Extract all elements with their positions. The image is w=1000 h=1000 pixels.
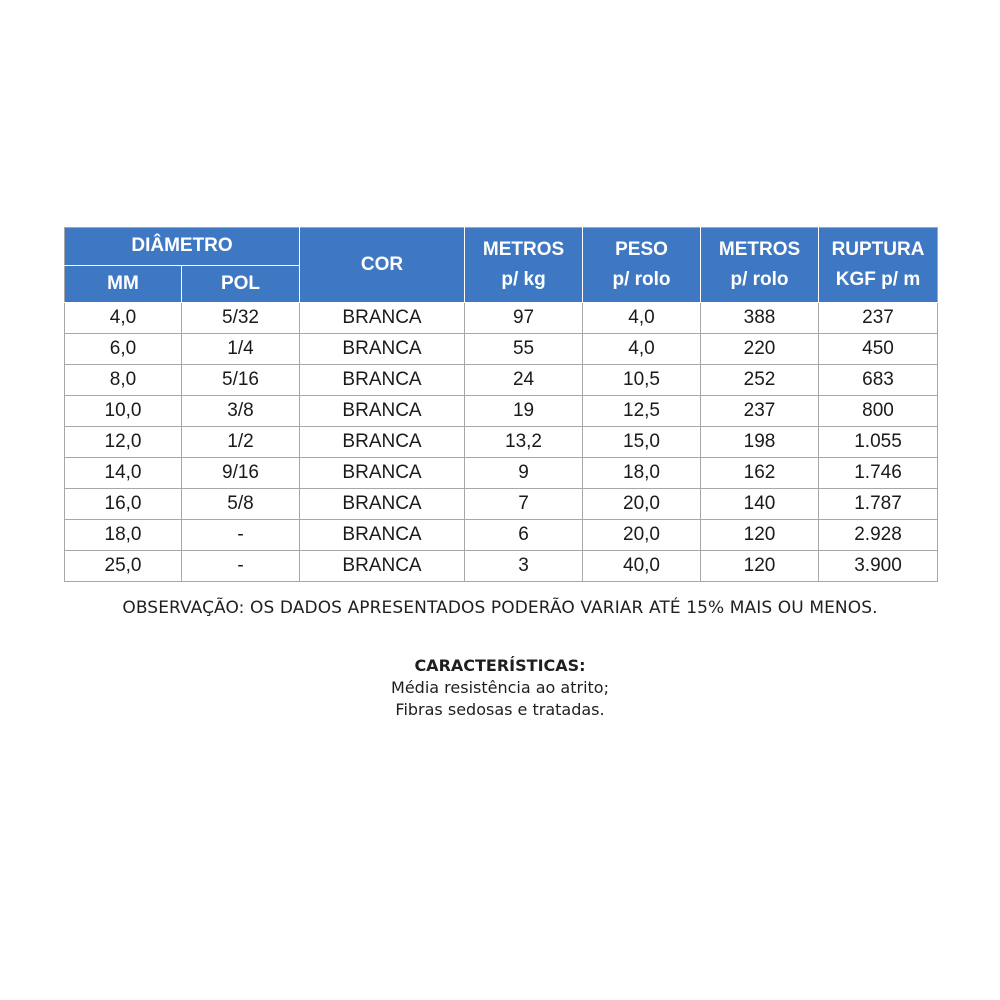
table-row — [65, 427, 938, 458]
header-mm: MM — [65, 266, 182, 303]
cell-metros-kg: 97 — [465, 303, 583, 334]
header-peso-top: PESO — [615, 238, 668, 260]
cell-peso: 15,0 — [583, 427, 701, 458]
cell-metros-rolo: 237 — [701, 396, 819, 427]
table-row — [65, 520, 938, 551]
cell-peso: 20,0 — [583, 520, 701, 551]
cell-metros-kg: 19 — [465, 396, 583, 427]
cell-cor: BRANCA — [300, 458, 465, 489]
cell-ruptura: 3.900 — [819, 551, 938, 582]
header-ruptura-top: RUPTURA — [831, 238, 925, 260]
header-metros-rolo-bottom: p/ rolo — [730, 269, 789, 290]
cell-mm: 6,0 — [65, 334, 182, 365]
feature-line: Média resistência ao atrito; — [391, 678, 609, 697]
cell-pol: - — [182, 520, 300, 551]
cell-cor: BRANCA — [300, 334, 465, 365]
cell-metros-rolo: 120 — [701, 551, 819, 582]
cell-peso: 4,0 — [583, 334, 701, 365]
header-pol: POL — [182, 266, 300, 303]
cell-cor: BRANCA — [300, 396, 465, 427]
cell-mm: 14,0 — [65, 458, 182, 489]
cell-mm: 18,0 — [65, 520, 182, 551]
cell-metros-rolo: 388 — [701, 303, 819, 334]
observation-note: OBSERVAÇÃO: OS DADOS APRESENTADOS PODERÃO VARIAR ATÉ 15% MAIS OU MENOS. — [122, 598, 878, 618]
cell-cor: BRANCA — [300, 551, 465, 582]
cell-peso: 10,5 — [583, 365, 701, 396]
header-diametro: DIÂMETRO — [65, 228, 300, 266]
cell-cor: BRANCA — [300, 303, 465, 334]
header-peso — [583, 228, 701, 303]
cell-pol: 5/32 — [182, 303, 300, 334]
cell-metros-kg: 9 — [465, 458, 583, 489]
spec-table — [64, 227, 938, 582]
cell-metros-rolo: 140 — [701, 489, 819, 520]
cell-mm: 4,0 — [65, 303, 182, 334]
spec-table-body — [65, 303, 938, 582]
cell-peso: 40,0 — [583, 551, 701, 582]
header-metros-rolo — [701, 228, 819, 303]
cell-cor: BRANCA — [300, 427, 465, 458]
cell-pol: 9/16 — [182, 458, 300, 489]
cell-mm: 16,0 — [65, 489, 182, 520]
cell-metros-kg: 13,2 — [465, 427, 583, 458]
cell-metros-kg: 55 — [465, 334, 583, 365]
cell-pol: 1/2 — [182, 427, 300, 458]
features-title: CARACTERÍSTICAS: — [414, 656, 586, 675]
cell-ruptura: 800 — [819, 396, 938, 427]
cell-pol: - — [182, 551, 300, 582]
table-row — [65, 334, 938, 365]
cell-ruptura: 683 — [819, 365, 938, 396]
cell-metros-rolo: 162 — [701, 458, 819, 489]
header-metros-rolo-top: METROS — [718, 238, 801, 260]
cell-metros-rolo: 252 — [701, 365, 819, 396]
cell-metros-kg: 24 — [465, 365, 583, 396]
cell-metros-rolo: 120 — [701, 520, 819, 551]
cell-ruptura: 237 — [819, 303, 938, 334]
cell-ruptura: 450 — [819, 334, 938, 365]
table-row — [65, 489, 938, 520]
header-ruptura-bottom: KGF p/ m — [835, 269, 921, 290]
feature-line: Fibras sedosas e tratadas. — [395, 700, 605, 719]
cell-mm: 12,0 — [65, 427, 182, 458]
cell-pol: 5/16 — [182, 365, 300, 396]
header-peso-bottom: p/ rolo — [612, 269, 671, 290]
features-block — [0, 654, 1000, 721]
table-row — [65, 365, 938, 396]
cell-pol: 5/8 — [182, 489, 300, 520]
cell-pol: 1/4 — [182, 334, 300, 365]
cell-metros-kg: 3 — [465, 551, 583, 582]
cell-mm: 8,0 — [65, 365, 182, 396]
cell-metros-rolo: 220 — [701, 334, 819, 365]
header-metros-kg-top: METROS — [482, 238, 565, 260]
cell-ruptura: 1.746 — [819, 458, 938, 489]
cell-mm: 25,0 — [65, 551, 182, 582]
cell-peso: 4,0 — [583, 303, 701, 334]
cell-cor: BRANCA — [300, 520, 465, 551]
cell-ruptura: 2.928 — [819, 520, 938, 551]
cell-peso: 20,0 — [583, 489, 701, 520]
table-row — [65, 396, 938, 427]
header-cor: COR — [300, 228, 465, 303]
cell-mm: 10,0 — [65, 396, 182, 427]
spec-table-header — [65, 228, 938, 303]
cell-cor: BRANCA — [300, 489, 465, 520]
cell-metros-kg: 7 — [465, 489, 583, 520]
cell-metros-kg: 6 — [465, 520, 583, 551]
header-metros-kg-bottom: p/ kg — [501, 269, 546, 290]
cell-peso: 12,5 — [583, 396, 701, 427]
cell-ruptura: 1.787 — [819, 489, 938, 520]
cell-peso: 18,0 — [583, 458, 701, 489]
cell-pol: 3/8 — [182, 396, 300, 427]
table-row — [65, 551, 938, 582]
header-ruptura — [819, 228, 938, 303]
header-metros-kg — [465, 228, 583, 303]
table-row — [65, 303, 938, 334]
cell-cor: BRANCA — [300, 365, 465, 396]
cell-ruptura: 1.055 — [819, 427, 938, 458]
table-row — [65, 458, 938, 489]
cell-metros-rolo: 198 — [701, 427, 819, 458]
